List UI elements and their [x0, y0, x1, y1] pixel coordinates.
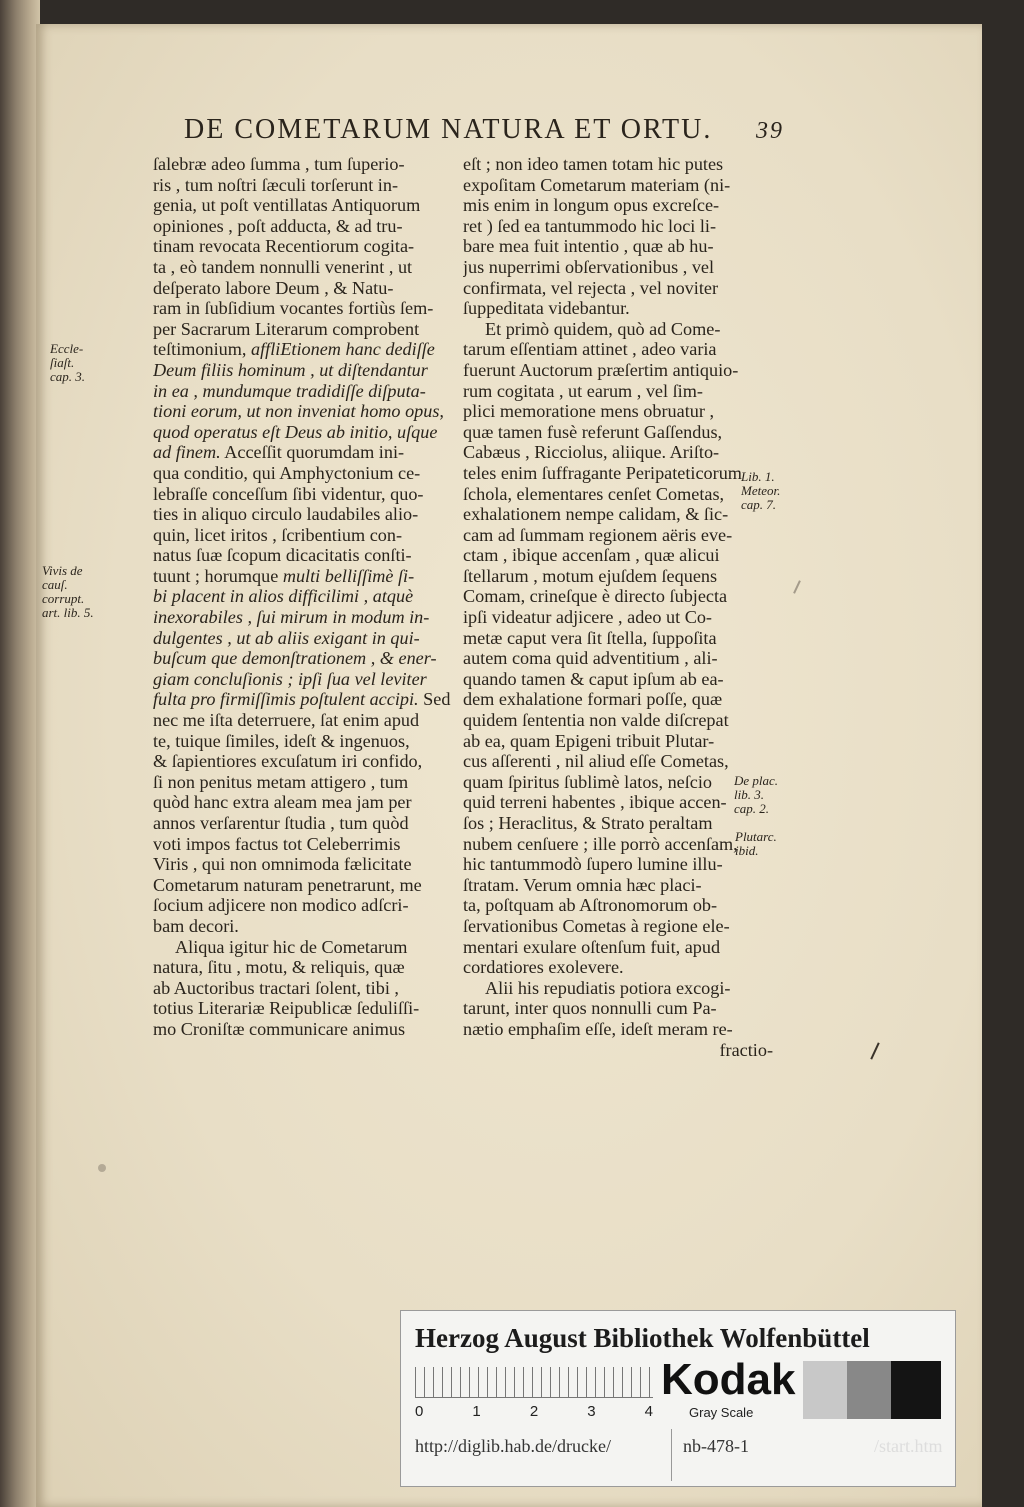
text-line: [463, 916, 773, 937]
text-line: [463, 772, 773, 793]
gray-swatch-1: [803, 1361, 847, 1419]
margin-note-vivis: [42, 564, 94, 620]
margin-note-line: cap. 3.: [50, 370, 86, 384]
text-line: [463, 257, 773, 278]
margin-note-plutarc: [735, 830, 777, 858]
roman-run: tarunt, inter quos nonnulli cum Pa-: [463, 998, 717, 1019]
roman-run: ſervationibus Cometas à regione ele-: [463, 915, 730, 936]
text-line: [153, 792, 455, 813]
text-line: [153, 278, 455, 299]
page-number: 39: [756, 118, 784, 144]
roman-run: mentari exulare oſtenſum fuit, apud: [463, 936, 721, 957]
text-line: [153, 586, 455, 607]
roman-run: quæ tamen fusè referunt Gaſſendus,: [463, 421, 723, 442]
roman-run: dem exhalatione formari poſſe, quæ: [463, 689, 723, 710]
running-title: DE COMETARUM NATURA ET ORTU.: [184, 114, 713, 145]
text-line: [153, 772, 455, 793]
ruler-tick-label: 4: [644, 1403, 653, 1420]
roman-run: ta , eò tandem nonnulli venerint , ut: [153, 256, 413, 277]
roman-run: lebraſſe conceſſum ſibi videntur, quo-: [153, 483, 424, 504]
italic-run: quod operatus eſt Deus ab initio, uſque: [153, 421, 438, 442]
text-line: [463, 484, 773, 505]
italic-run: in ea , mundumque tradidiſſe diſputa-: [153, 380, 426, 401]
ruler-tick-label: 1: [472, 1403, 481, 1420]
roman-run: metæ caput vera ſit ſtella, ſuppoſita: [463, 627, 717, 648]
text-line: [153, 339, 455, 360]
roman-run: qua conditio, qui Amphyctonium ce-: [153, 462, 421, 483]
margin-note-ecclesiastes: [50, 342, 85, 384]
text-line: [153, 175, 455, 196]
roman-run: Alii his repudiatis potiora excogi-: [485, 977, 731, 998]
text-line: [153, 422, 455, 443]
roman-run: ſtellarum , motum ejuſdem ſequens: [463, 565, 718, 586]
gray-swatch-2: [847, 1361, 891, 1419]
roman-run: cordatiores exolevere.: [463, 957, 624, 978]
roman-run: natus ſuæ ſcopum dicacitatis conſti-: [153, 545, 412, 566]
text-line: [153, 957, 455, 978]
gray-swatch-3: [891, 1361, 941, 1419]
roman-run: ab ea, quam Epigeni tribuit Plutar-: [463, 730, 715, 751]
roman-run: expoſitam Cometarum materiam (ni-: [463, 174, 731, 195]
text-line: [463, 834, 773, 855]
roman-run: annos verſarentur ſtudia , tum quòd: [153, 813, 409, 833]
text-line: [153, 895, 455, 916]
roman-run: voti impos factus tot Celeberrimis: [153, 833, 401, 854]
roman-run: Sed: [418, 689, 451, 710]
text-line: [463, 154, 773, 175]
roman-run: ctam , ibique accenſam , quæ alicui: [463, 545, 720, 566]
text-line: [153, 998, 455, 1019]
roman-run: eſt ; non ideo tamen totam hic putes: [463, 154, 724, 174]
roman-run: ſchola, elementares cenſet Cometas,: [463, 483, 725, 504]
text-line: [153, 854, 455, 875]
text-line: [153, 257, 455, 278]
margin-note-line: cap. 7.: [741, 498, 777, 512]
roman-run: bam decori.: [153, 915, 239, 936]
text-line: [463, 401, 773, 422]
text-line: [463, 360, 773, 381]
text-line: [463, 792, 773, 813]
text-line: [153, 875, 455, 896]
roman-run: nubem cenſuere ; ille porrò accenſam,: [463, 833, 738, 854]
card-divider: [671, 1429, 672, 1481]
text-line: [463, 1019, 773, 1040]
text-line: [153, 360, 455, 381]
text-line: [153, 319, 455, 340]
text-line: [463, 319, 773, 340]
start-link-text: /start.htm: [874, 1436, 943, 1456]
text-line: [153, 607, 455, 628]
roman-run: ſalebræ adeo ſumma , tum ſuperio-: [153, 154, 405, 174]
text-line: [153, 504, 455, 525]
text-line: [463, 648, 773, 669]
roman-run: tinam revocata Recentiorum cogita-: [153, 236, 415, 257]
italic-run: Deum filiis hominum , ut diſtendantur: [153, 359, 428, 380]
text-line: [463, 545, 773, 566]
ink-mark: [793, 580, 801, 594]
roman-run: rum cogitata , ut earum , vel ſim-: [463, 380, 703, 401]
text-line: [153, 937, 455, 958]
text-line: [463, 175, 773, 196]
text-line: [463, 298, 773, 319]
text-line: [153, 381, 455, 402]
text-line: [463, 875, 773, 896]
text-line: [153, 298, 455, 319]
text-line: [463, 504, 773, 525]
text-line: [153, 216, 455, 237]
italic-run: fulta pro firmiſſimis poſtulent accipi.: [153, 689, 419, 710]
margin-note-line: ſiaſt.: [50, 356, 75, 370]
text-line: [153, 236, 455, 257]
roman-run: nec me iſta deterruere, ſat enim apud: [153, 710, 420, 731]
margin-note-line: lib. 3.: [734, 788, 764, 802]
roman-run: genia, ut poſt ventillatas Antiquorum: [153, 195, 421, 216]
right-text-column: [463, 154, 773, 1060]
book-binding-edge: [0, 0, 40, 1507]
roman-run: Cometarum naturam penetrarunt, me: [153, 874, 422, 895]
text-line: [153, 834, 455, 855]
text-line: [153, 442, 455, 463]
text-line: [153, 916, 455, 937]
margin-note-line: art. lib. 5.: [42, 606, 94, 620]
roman-run: cus aſſerenti , nil aliud eſſe Cometas,: [463, 751, 729, 772]
roman-run: plici memoratione mens obruatur ,: [463, 401, 715, 422]
text-line: [463, 937, 773, 958]
text-line: [463, 422, 773, 443]
text-line: [153, 525, 455, 546]
text-line: [153, 484, 455, 505]
roman-run: & ſapientiores excuſatum iri confido,: [153, 751, 423, 772]
roman-run: ties in aliquo circulo laudabiles alio-: [153, 504, 419, 525]
roman-run: tuunt ; horumque: [153, 565, 283, 586]
text-line: [463, 628, 773, 649]
roman-run: Aliqua igitur hic de Cometarum: [175, 936, 408, 957]
gray-scale-label: Gray Scale: [689, 1405, 754, 1420]
roman-run: fractio-: [719, 1039, 773, 1060]
roman-run: quòd hanc extra aleam mea jam per: [153, 792, 412, 813]
roman-run: ſocium adjicere non modico adſcri-: [153, 895, 409, 916]
roman-run: quid terreni habentes , ibique accen-: [463, 792, 727, 813]
text-line: [153, 154, 455, 175]
text-line: [463, 216, 773, 237]
margin-note-line: corrupt.: [42, 592, 85, 606]
text-line: [153, 545, 455, 566]
text-line: [153, 669, 455, 690]
roman-run: exhalationem nempe calidam, & ſic-: [463, 504, 729, 525]
ruler-tick-label: 0: [415, 1403, 424, 1420]
text-line: [463, 236, 773, 257]
text-line: [463, 710, 773, 731]
roman-run: Cabæus , Ricciolus, aliique. Ariſto-: [463, 442, 720, 463]
text-line: [153, 689, 455, 710]
margin-note-line: Lib. 1.: [741, 470, 775, 484]
roman-run: autem coma quid adventitium , ali-: [463, 648, 718, 669]
shelfmark: nb-478-1: [683, 1436, 749, 1456]
text-line: [153, 1019, 455, 1040]
measurement-ruler: [415, 1367, 653, 1398]
text-line: [153, 648, 455, 669]
roman-run: Viris , qui non omnimoda fælicitate: [153, 854, 412, 875]
text-line: [463, 339, 773, 360]
text-line: [153, 195, 455, 216]
roman-run: confirmata, vel rejecta , vel noviter: [463, 277, 719, 298]
roman-run: mo Croniſtæ communicare animus: [153, 1018, 406, 1039]
text-line: [463, 463, 773, 484]
text-line: [463, 998, 773, 1019]
margin-note-line: cauſ.: [42, 578, 68, 592]
italic-run: inexorabiles , ſui mirum in modum in-: [153, 607, 430, 628]
text-line: [463, 381, 773, 402]
roman-run: per Sacrarum Literarum comprobent: [153, 318, 420, 339]
roman-run: ram in ſubſidium vocantes fortiùs ſem-: [153, 298, 434, 319]
ruler-ticks: [415, 1403, 653, 1421]
text-line: [463, 607, 773, 628]
roman-run: ſi non penitus metam attigero , tum: [153, 771, 409, 792]
text-line: [463, 566, 773, 587]
text-line: [153, 751, 455, 772]
roman-run: mis enim in longum opus excreſce-: [463, 195, 720, 216]
text-line: [463, 731, 773, 752]
margin-note-line: Plutarc.: [735, 830, 777, 844]
margin-note-line: cap. 2.: [734, 802, 770, 816]
margin-note-meteor: [741, 470, 780, 512]
text-line: [153, 566, 455, 587]
roman-run: cam ad ſummam regionem aëris eve-: [463, 524, 733, 545]
roman-run: quam ſpiritus ſublimè latos, neſcio: [463, 771, 713, 792]
roman-run: fuerunt Auctorum præſertim antiquio-: [463, 359, 739, 380]
italic-run: bi placent in alios difficilimi , atquè: [153, 586, 414, 607]
italic-run: buſcum que demonſtrationem , & ener-: [153, 648, 437, 669]
margin-note-line: Eccle-: [50, 342, 84, 356]
roman-run: deſperato labore Deum , & Natu-: [153, 277, 394, 298]
roman-run: hic tantummodò ſupero lumine illu-: [463, 854, 723, 875]
book-page: [36, 24, 982, 1507]
margin-note-de-plac: [734, 774, 778, 816]
italic-run: affliEtionem hanc dediſſe: [251, 339, 435, 360]
italic-run: tioni eorum, ut non inveniat homo opus,: [153, 401, 444, 422]
margin-note-line: Vivis de: [42, 564, 83, 578]
color-calibration-card: [400, 1310, 956, 1487]
running-header: [184, 114, 784, 154]
roman-run: totius Literariæ Reipublicæ ſeduliſſi-: [153, 998, 420, 1019]
text-line: [153, 813, 455, 834]
margin-note-line: De plac.: [734, 774, 779, 788]
text-line: [463, 525, 773, 546]
text-line: [463, 442, 773, 463]
text-line: [463, 751, 773, 772]
roman-run: ris , tum noſtri ſæculi torſerunt in-: [153, 174, 398, 195]
margin-note-line: ibid.: [735, 844, 759, 858]
roman-run: Et primò quidem, quò ad Come-: [485, 318, 721, 339]
italic-run: ad finem.: [153, 442, 221, 463]
ruler-tick-label: 3: [587, 1403, 596, 1420]
text-line: [153, 401, 455, 422]
text-line: [463, 854, 773, 875]
roman-run: ret ) ſed ea tantummodo hic loci li-: [463, 215, 717, 236]
roman-run: ſos ; Heraclitus, & Strato peraltam: [463, 813, 713, 833]
roman-run: te, tuique ſimiles, ideſt & ingenuos,: [153, 730, 410, 751]
italic-run: giam concluſionis ; ipſi ſua vel leviter: [153, 668, 427, 689]
italic-run: multi belliſſimè ſi-: [282, 565, 415, 586]
text-line: [463, 895, 773, 916]
roman-run: nætio emphaſim eſſe, ideſt meram re-: [463, 1018, 733, 1039]
roman-run: ab Auctoribus tractari ſolent, tibi ,: [153, 977, 399, 998]
roman-run: ſuppeditata videbantur.: [463, 298, 630, 319]
text-line: [463, 586, 773, 607]
left-text-column: [153, 154, 455, 1040]
roman-run: teles enim ſuffragante Peripateticorum: [463, 462, 742, 483]
text-line: [463, 1040, 773, 1061]
italic-run: dulgentes , ut ab aliis exigant in qui-: [153, 627, 420, 648]
roman-run: ſtratam. Verum omnia hæc placi-: [463, 874, 702, 895]
text-line: [463, 813, 773, 834]
roman-run: bare mea fuit intentio , quæ ab hu-: [463, 236, 714, 257]
text-line: [153, 463, 455, 484]
roman-run: jus nuperrimi obſervationibus , vel: [463, 256, 715, 277]
library-name: Herzog August Bibliothek Wolfenbüttel: [415, 1323, 870, 1353]
roman-run: teſtimonium,: [153, 339, 252, 360]
roman-run: Acceſſit quorumdam ini-: [220, 442, 405, 463]
text-line: [463, 689, 773, 710]
roman-run: quando tamen & caput ipſum ab ea-: [463, 668, 724, 689]
ruler-tick-label: 2: [529, 1403, 539, 1420]
text-line: [463, 195, 773, 216]
paper-spot: [98, 1164, 106, 1172]
kodak-logo: Kodak: [661, 1355, 796, 1404]
text-line: [463, 278, 773, 299]
text-line: [153, 978, 455, 999]
text-line: [153, 710, 455, 731]
roman-run: natura, ſitu , motu, & reliquis, quæ: [153, 957, 405, 978]
text-line: [153, 628, 455, 649]
roman-run: tarum eſſentiam attinet , adeo varia: [463, 339, 717, 360]
roman-run: quidem ſententia non valde diſcrepat: [463, 710, 729, 731]
text-line: [463, 669, 773, 690]
roman-run: quin, licet iritos , ſcribentium con-: [153, 524, 403, 545]
source-url: http://diglib.hab.de/drucke/: [415, 1436, 611, 1456]
ink-mark: [870, 1042, 879, 1059]
roman-run: Comam, crineſque è directo ſubjecta: [463, 586, 728, 607]
text-line: [153, 731, 455, 752]
margin-note-line: Meteor.: [741, 484, 781, 498]
text-line: [463, 957, 773, 978]
text-line: [463, 978, 773, 999]
roman-run: opiniones , poſt adducta, & ad tru-: [153, 215, 403, 236]
roman-run: ipſi videatur adjicere , adeo ut Co-: [463, 607, 712, 628]
roman-run: ta, poſtquam ab Aſtronomorum ob-: [463, 895, 718, 916]
